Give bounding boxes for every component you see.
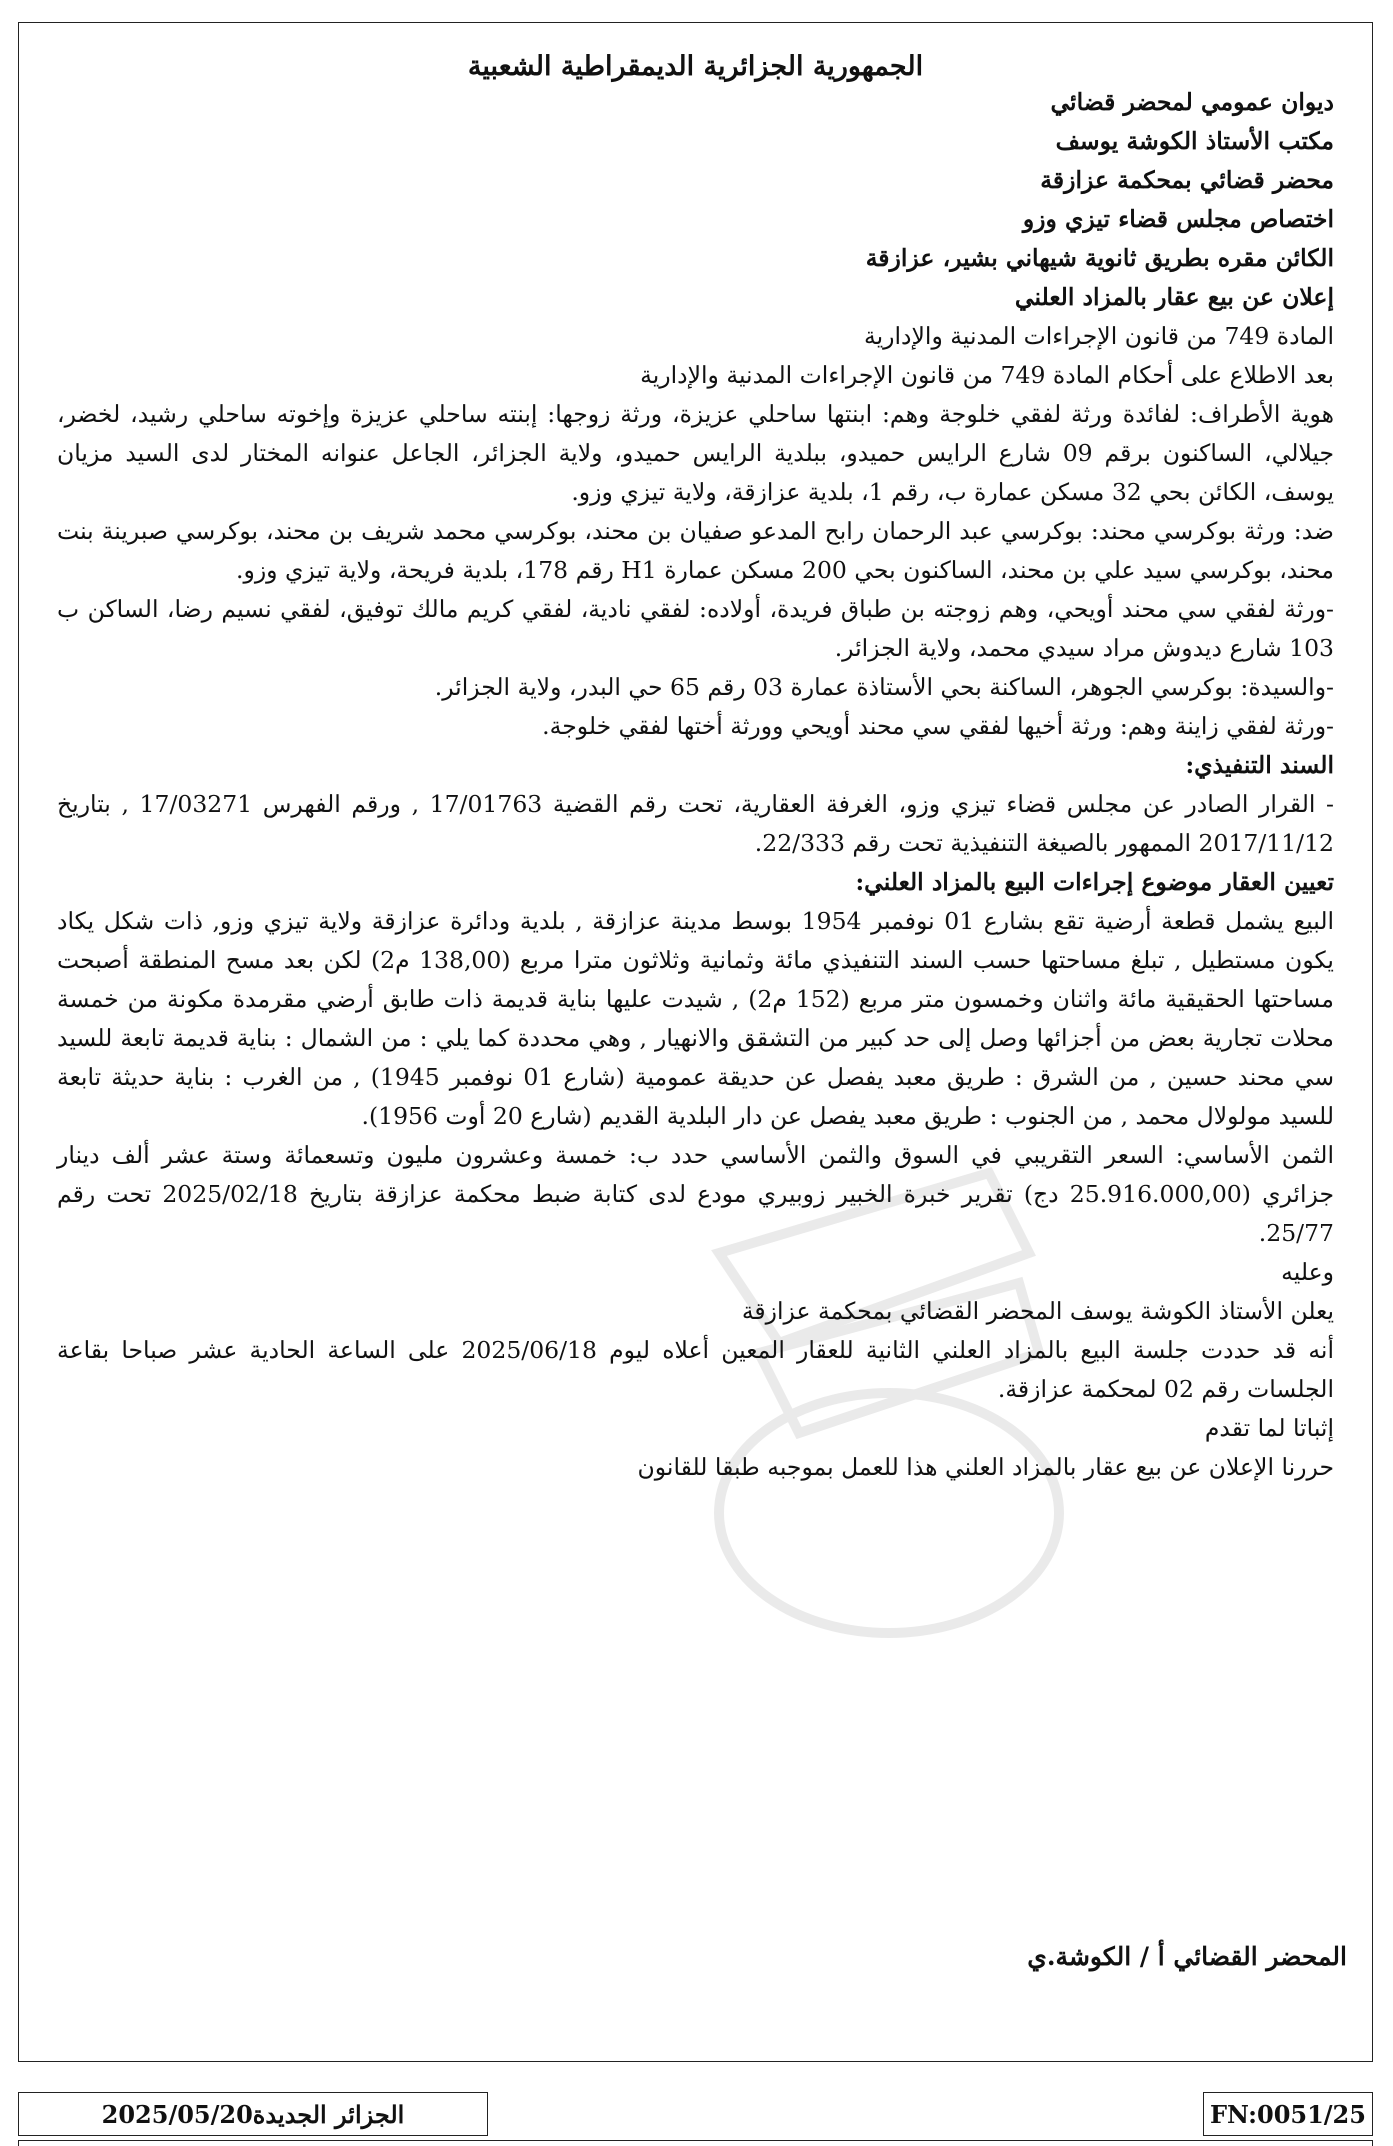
page-title: الجمهورية الجزائرية الديمقراطية الشعبية	[467, 51, 924, 82]
announcement-frame	[18, 22, 1373, 2062]
executive-title: - القرار الصادر عن مجلس قضاء تيزي وزو، الغرفة العقارية، تحت رقم القضية 17/01763 , ورقم الفهرس 17/03271 , بتاريخ 2017/11/12 الممهور بالصيغة التنفيذية تحت رقم 22/333.	[57, 790, 1334, 857]
announcement-body	[57, 83, 1334, 1487]
office-line: الكائن مقره بطريق ثانوية شيهاني بشير، عزازقة	[865, 244, 1334, 272]
signature: المحضر القضائي أ / الكوشة.ي	[1027, 1942, 1347, 1971]
parties-defendant: -ورثة لفقي سي محند أويحي، وهم زوجته بن طباق فريدة، أولاده: لفقي نادية، لفقي كريم مالك توفيق، لفقي نسيم رضا، الساكن ب 103 شارع ديدوش مراد سيدي محمد، ولاية الجزائر.	[57, 595, 1334, 662]
office-line: إعلان عن بيع عقار بالمزاد العلني	[1014, 283, 1334, 311]
auction-session: أنه قد حددت جلسة البيع بالمزاد العلني الثانية للعقار المعين أعلاه ليوم 2025/06/18 على الساعة الحادية عشر صباحا بقاعة الجلسات رقم 02 لمحكمة عزازقة.	[57, 1336, 1334, 1403]
office-line: مكتب الأستاذ الكوشة يوسف	[1055, 127, 1334, 155]
previous-page-edge	[1013, 0, 1373, 22]
parties-defendant: -والسيدة: بوكرسي الجوهر، الساكنة بحي الأستاذة عمارة 03 رقم 65 حي البدر، ولاية الجزائر.	[434, 673, 1334, 701]
office-line: محضر قضائي بمحكمة عزازقة	[1040, 166, 1334, 194]
closing-line: حررنا الإعلان عن بيع عقار بالمزاد العلني هذا للعمل بموجبه طبقا للقانون	[637, 1453, 1334, 1481]
newspaper-date: الجزائر الجديدة2025/05/20	[101, 2099, 405, 2129]
closing-line: إثباتا لما تقدم	[1204, 1414, 1334, 1442]
office-line: المادة 749 من قانون الإجراءات المدنية والإدارية	[864, 322, 1334, 350]
base-price: الثمن الأساسي: السعر التقريبي في السوق والثمن الأساسي حدد ب: خمسة وعشرون مليون وتسعمائة وستة عشر ألف دينار جزائري (25.916.000,00 دج) تقرير خبرة الخبير زوبيري مودع لدى كتابة ضبط محكمة عزازقة بتاريخ 2025/02/18 تحت رقم 25/77.	[57, 1141, 1334, 1247]
closing-line: يعلن الأستاذ الكوشة يوسف المحضر القضائي بمحكمة عزازقة	[741, 1297, 1334, 1325]
parties-defendant: ضد: ورثة بوكرسي محند: بوكرسي عبد الرحمان رابح المدعو صفيان بن محند، بوكرسي محمد شريف بن محند، بوكرسي صبرينة بنت محند، بوكرسي سيد علي بن محند، الساكنون بحي 200 مسكن عمارة H1 رقم 178، بلدية فريحة، ولاية تيزي وزو.	[57, 517, 1334, 584]
office-line: اختصاص مجلس قضاء تيزي وزو	[1022, 205, 1334, 233]
office-line: ديوان عمومي لمحضر قضائي	[1050, 88, 1334, 116]
parties-defendant: -ورثة لفقي زاينة وهم: ورثة أخيها لفقي سي محند أويحي وورثة أختها لفقي خلوجة.	[542, 712, 1334, 740]
section-heading: تعيين العقار موضوع إجراءات البيع بالمزاد العلني:	[855, 868, 1334, 896]
parties-plaintiff: هوية الأطراف: لفائدة ورثة لفقي خلوجة وهم: ابنتها ساحلي عزيزة، ورثة زوجها: إبنته ساحلي عزيزة وإخوته ساحلي رشيد، لخضر، جيلالي، الساكنون برقم 09 شارع الرايس حميدو، ببلدية الرايس حميدو، ولاية الجزائر، الجاعل عنوانه المختار لدى السيد مزيان يوسف، الكائن بحي 32 مسكن عمارة ب، رقم 1، بلدية عزازقة، ولاية تيزي وزو.	[57, 400, 1334, 506]
office-line: بعد الاطلاع على أحكام المادة 749 من قانون الإجراءات المدنية والإدارية	[640, 361, 1334, 389]
reference-box	[1203, 2092, 1373, 2136]
next-ad-edge	[18, 2140, 1373, 2146]
closing-line: وعليه	[1281, 1258, 1334, 1286]
reference-number: FN:0051/25	[1210, 2099, 1366, 2129]
section-heading: السند التنفيذي:	[1185, 751, 1334, 779]
property-description: البيع يشمل قطعة أرضية تقع بشارع 01 نوفمبر 1954 بوسط مدينة عزازقة , بلدية ودائرة عزازقة ولاية تيزي وزو, ذات شكل يكاد يكون مستطيل , تبلغ مساحتها حسب السند التنفيذي مائة وثمانية وثلاثون مترا مربع (138,00 م2) لكن بعد مسح المنطقة أصبحت مساحتها الحقيقية مائة واثنان وخمسون متر مربع (152 م2) , شيدت عليها بناية قديمة ذات طابق أرضي مقرمدة مكونة من خمسة محلات تجارية بعض من أجزائها وصل إلى حد كبير من التشقق والانهيار , وهي محددة كما يلي : من الشمال : بناية قديمة تابعة للسيد سي محند حسين , من الشرق : طريق معبد يفصل عن حديقة عمومية (شارع 01 نوفمبر 1945) , من الغرب : بناية حديثة تابعة للسيد مولولال محمد , من الجنوب : طريق معبد يفصل عن دار البلدية القديم (شارع 20 أوت 1956).	[57, 907, 1335, 1130]
newspaper-date-box	[18, 2092, 488, 2136]
